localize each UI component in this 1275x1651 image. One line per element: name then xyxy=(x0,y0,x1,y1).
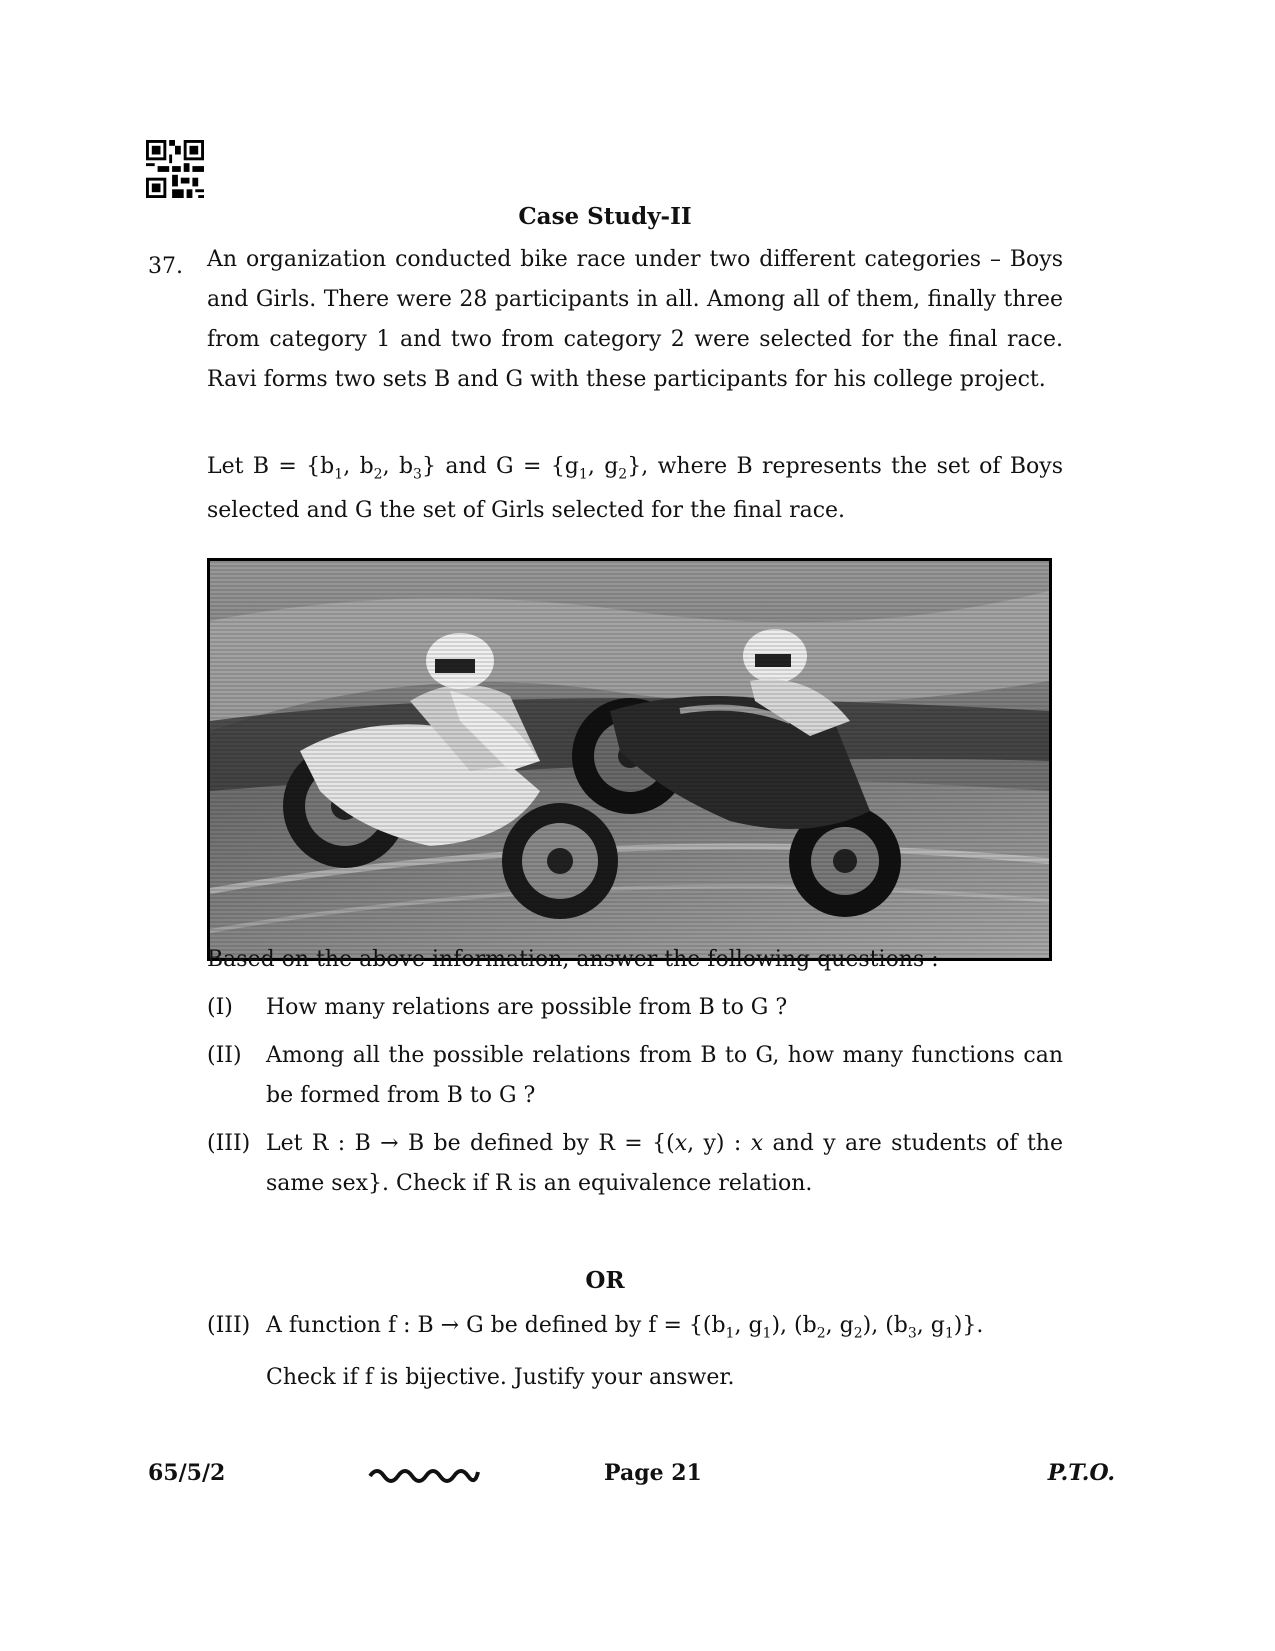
or-separator: OR xyxy=(585,1267,625,1294)
paper-code: 65/5/2 xyxy=(148,1460,226,1486)
part-label: (II) xyxy=(207,1043,242,1068)
part-label: (I) xyxy=(207,995,233,1020)
part-label: (III) xyxy=(207,1131,251,1156)
question-number: 37. xyxy=(148,254,183,279)
qr-code xyxy=(145,140,205,198)
case-study-heading: Case Study-II xyxy=(518,203,692,230)
bike-race-photo xyxy=(207,558,1052,961)
squiggle-icon xyxy=(368,1462,480,1486)
page-number: Page 21 xyxy=(604,1460,702,1486)
question-intro: An organization conducted bike race under two different categories – Boys and Girls. There were 28 participants in all. Among all of them, finally three from category 1 and two from category 2 were selected for the final race. Ravi forms two sets B and G with these participants for his college project. xyxy=(207,247,1063,392)
part-text: Let R : B → B be defined by R = {(x, y) : x and y are students of the same sex}. Check if R is an equivalence relation. xyxy=(266,1131,1063,1196)
please-turn-over: P.T.O. xyxy=(1047,1460,1115,1486)
questions-prompt: Based on the above information, answer the following questions : xyxy=(207,947,939,972)
sets-definition: Let $B = \{b_1$, $b_2$, $b_3$} and $G = \{g_1$, $g_2$}, where B represents the set of Boys selected and G the set of Girls selected for the final race. xyxy=(207,454,1063,523)
part-text: How many relations are possible from B to G ? xyxy=(266,995,788,1020)
part-text: Check if f is bijective. Justify your answer. xyxy=(266,1365,735,1390)
part-text: Among all the possible relations from B to G, how many functions can be formed from B to G ? xyxy=(266,1043,1063,1108)
part-label: (III) xyxy=(207,1313,251,1338)
part-text: A function f : B → G be defined by $f = \{(b_1$, $g_1$), ($b_2$, $g_2$), ($b_3$, $g_1$)}. xyxy=(266,1313,984,1342)
